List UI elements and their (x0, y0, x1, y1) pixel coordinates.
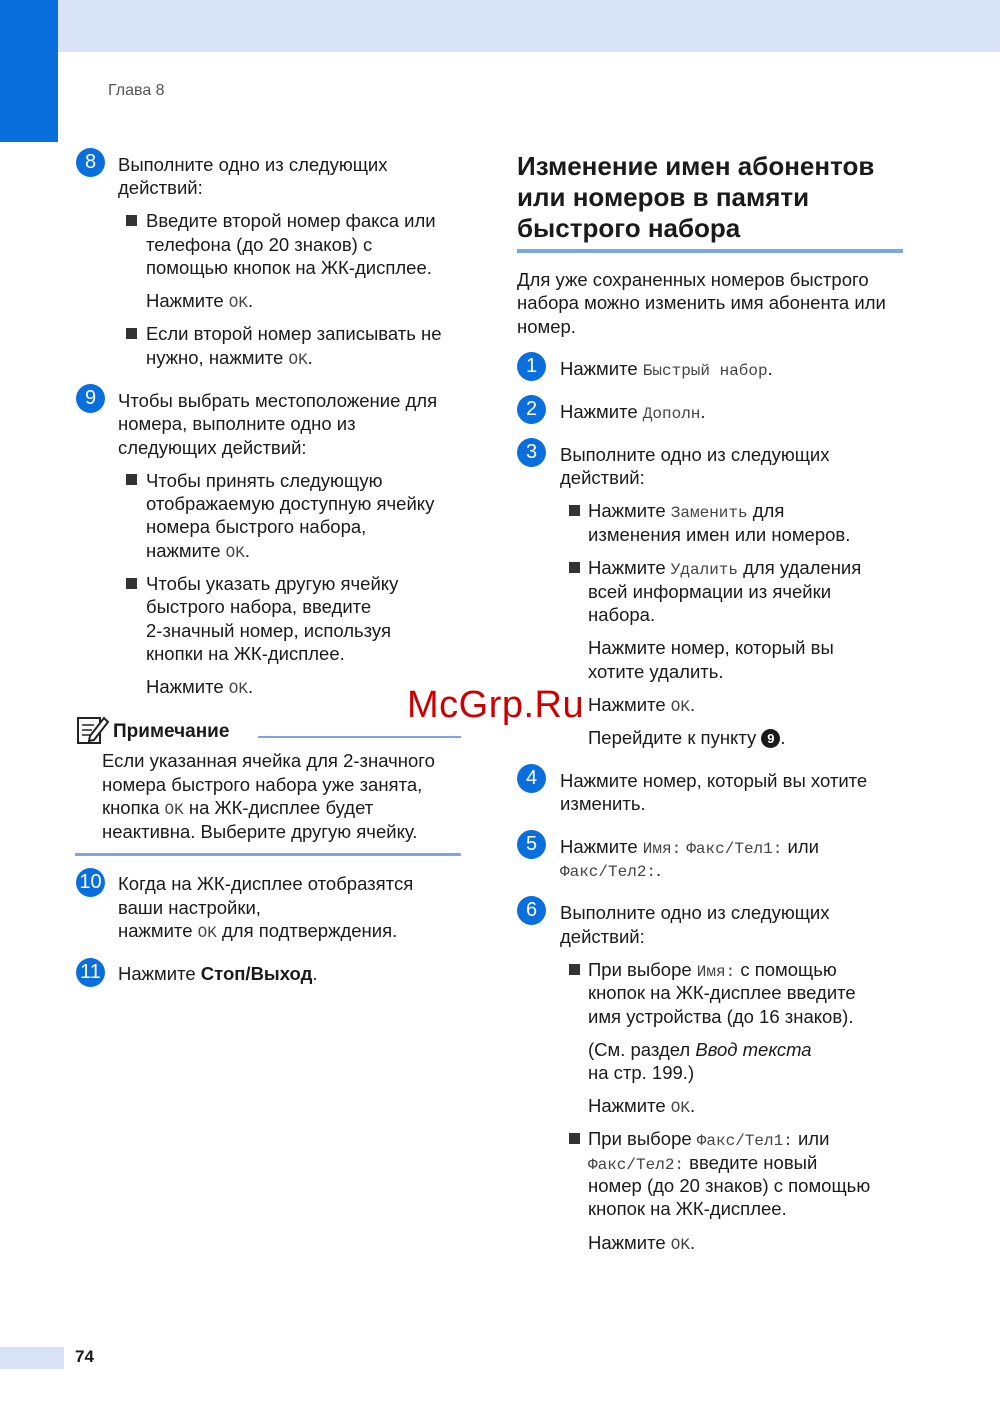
step-9-option: 2-значный номер, используя (146, 620, 391, 641)
step-3-option: всей информации из ячейки (588, 581, 832, 602)
step-8-option: Введите второй номер факса или (146, 210, 436, 231)
chapter-tab (0, 0, 58, 142)
note-text: неактивна. Выберите другую ячейку. (102, 821, 418, 842)
step-1-number: 1 (517, 352, 546, 381)
step-3-option: набора. (588, 604, 656, 625)
bullet (126, 578, 137, 589)
step-3-option: Нажмите Заменить для (588, 500, 785, 522)
step-8-text: Выполните одно из следующих (118, 154, 388, 175)
step-4-text: изменить. (560, 793, 646, 814)
step-5-text: Нажмите Имя: Факс/Тел1: или (560, 836, 819, 858)
step-3-option: хотите удалить. (588, 661, 724, 682)
page-number: 74 (75, 1347, 94, 1366)
step-10-text: ваши настройки, (118, 897, 261, 918)
step-6-press-ok: Нажмите OK. (588, 1095, 696, 1117)
step-5-text: Факс/Тел2:. (560, 859, 662, 881)
step-6-text: действий: (560, 926, 645, 947)
note-pencil-icon (76, 714, 110, 746)
chapter-label: Глава 8 (108, 82, 165, 99)
step-6-reference: (См. раздел Ввод текста (588, 1039, 812, 1060)
note-text: Если указанная ячейка для 2-значного (102, 750, 435, 771)
step-9-option: нажмите OK. (146, 540, 250, 562)
step-6-press-ok: Нажмите OK. (588, 1232, 696, 1254)
step-3-option: Нажмите Удалить для удаления (588, 557, 862, 579)
step-10-number: 10 (76, 868, 105, 897)
step-9-option: кнопки на ЖК-дисплее. (146, 643, 345, 664)
step-4-text: Нажмите номер, который вы хотите (560, 770, 868, 791)
step-9-option: быстрого набора, введите (146, 596, 372, 617)
note-rule (75, 853, 461, 856)
bullet (126, 215, 137, 226)
step-4-number: 4 (517, 764, 546, 793)
step-9-number: 9 (76, 384, 105, 413)
step-2-text: Нажмите Дополн. (560, 401, 706, 423)
step-3-text: Выполните одно из следующих (560, 444, 830, 465)
step-6-option: номер (до 20 знаков) с помощью (588, 1175, 871, 1196)
top-band (0, 0, 1000, 52)
intro-text: набора можно изменить имя абонента или (517, 292, 886, 313)
step-9-text: номера, выполните одно из (118, 413, 356, 434)
bullet (126, 474, 137, 485)
step-9-press-ok: Нажмите OK. (146, 676, 254, 698)
note-rule (258, 736, 461, 738)
step-6-text: Выполните одно из следующих (560, 902, 830, 923)
step-3-option: Нажмите номер, который вы (588, 637, 834, 658)
step-8-text: действий: (118, 177, 203, 198)
section-heading: быстрого набора (517, 213, 741, 243)
intro-text: номер. (517, 316, 576, 337)
step-8-option: Если второй номер записывать не (146, 323, 442, 344)
note-text: кнопка OK на ЖК-дисплее будет (102, 797, 374, 819)
step-11-number: 11 (76, 958, 105, 987)
step-11-text: Нажмите Стоп/Выход. (118, 963, 318, 984)
note-text: номера быстрого набора уже занята, (102, 774, 423, 795)
step-6-reference: на стр. 199.) (588, 1062, 695, 1083)
watermark: McGrp.Ru (407, 684, 585, 726)
section-heading: Изменение имен абонентов (517, 151, 875, 181)
step-8-option: нужно, нажмите OK. (146, 347, 313, 369)
step-6-option: При выборе Факс/Тел1: или (588, 1128, 830, 1150)
bullet (569, 562, 580, 573)
step-3-number: 3 (517, 438, 546, 467)
intro-text: Для уже сохраненных номеров быстрого (517, 269, 869, 290)
step-6-option: кнопок на ЖК-дисплее. (588, 1198, 787, 1219)
step-9-text: Чтобы выбрать местоположение для (118, 390, 438, 411)
step-6-option: имя устройства (до 16 знаков). (588, 1006, 854, 1027)
step-6-option: Факс/Тел2: введите новый (588, 1152, 818, 1174)
step-3-option: изменения имен или номеров. (588, 524, 851, 545)
bullet (569, 1133, 580, 1144)
step-3-goto: Перейдите к пункту 9 . (588, 727, 786, 748)
step-6-option: кнопок на ЖК-дисплее введите (588, 982, 856, 1003)
step-3-text: действий: (560, 467, 645, 488)
step-6-option: При выборе Имя: с помощью (588, 959, 837, 981)
step-ref-badge: 9 (761, 729, 780, 748)
step-9-option: отображаемую доступную ячейку (146, 493, 435, 514)
note-title: Примечание (113, 721, 230, 742)
footer-band (0, 1347, 64, 1369)
step-8-option: телефона (до 20 знаков) с (146, 234, 373, 255)
bullet (126, 328, 137, 339)
step-3-press-ok: Нажмите OK. (588, 694, 696, 716)
step-10-text: нажмите OK для подтверждения. (118, 920, 398, 942)
step-8-number: 8 (76, 148, 105, 177)
step-9-option: Чтобы принять следующую (146, 470, 383, 491)
step-10-text: Когда на ЖК-дисплее отобразятся (118, 873, 414, 894)
step-9-option: номера быстрого набора, (146, 516, 367, 537)
step-2-number: 2 (517, 395, 546, 424)
step-1-text: Нажмите Быстрый набор. (560, 358, 773, 380)
bullet (569, 964, 580, 975)
step-6-number: 6 (517, 896, 546, 925)
step-9-text: следующих действий: (118, 437, 307, 458)
section-heading: или номеров в памяти (517, 182, 810, 212)
step-5-number: 5 (517, 830, 546, 859)
step-8-press-ok: Нажмите OK. (146, 290, 254, 312)
step-8-option: помощью кнопок на ЖК-дисплее. (146, 257, 432, 278)
heading-rule (517, 249, 903, 253)
step-9-option: Чтобы указать другую ячейку (146, 573, 399, 594)
bullet (569, 505, 580, 516)
